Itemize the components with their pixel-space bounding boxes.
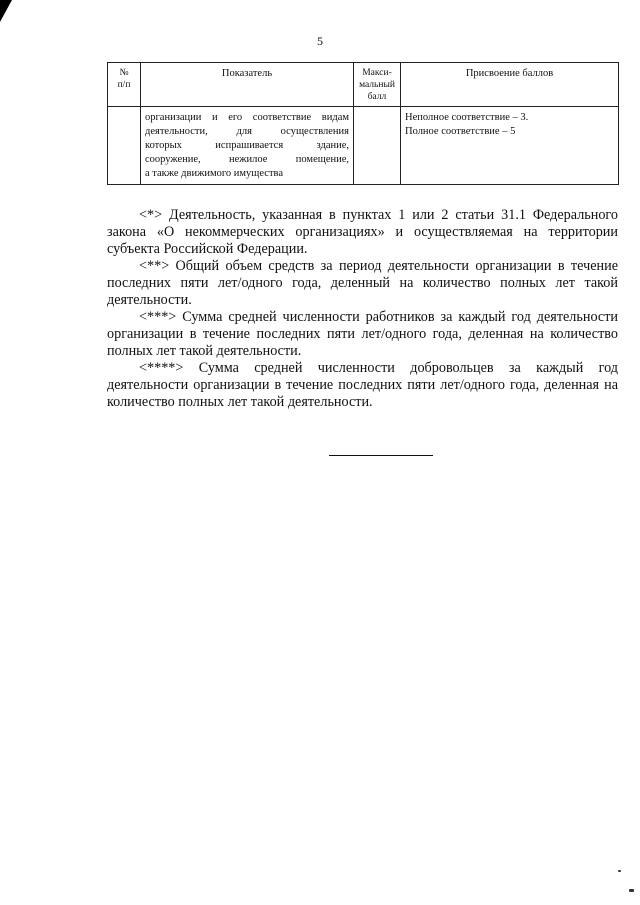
header-max-score-line: мальный — [359, 80, 395, 90]
indicator-text-line: а также движимого имущества — [145, 168, 284, 179]
scan-speck — [618, 870, 621, 872]
header-indicator: Показатель — [141, 63, 354, 107]
cell-scoring — [401, 107, 619, 185]
indicator-text-line: деятельности, для осуществления — [145, 126, 349, 137]
closing-rule — [329, 455, 433, 456]
footnote-3: <***> Сумма средней численности работников за каждый год деятельности организации в течение последних пяти лет/одного года, деленная на количество полных лет такой деятельности. — [107, 309, 618, 359]
header-number-line: п/п — [117, 80, 131, 90]
header-scoring: Присвоение баллов — [401, 63, 619, 107]
footnotes — [107, 207, 618, 411]
indicator-text-line: которых испрашивается здание, — [145, 140, 349, 151]
indicator-text-line: организации и его соответствие видам — [145, 112, 349, 123]
scoring-text-line: Неполное соответствие – 3. — [405, 112, 529, 123]
footnote-1: <*> Деятельность, указанная в пунктах 1 или 2 статьи 31.1 Федерального закона «О некоммерческих организациях» и осуществляемая на территории субъекта Российской Федерации. — [107, 207, 618, 257]
footnote-4: <****> Сумма средней численности добровольцев за каждый год деятельности организации в течение последних пяти лет/одного года, деленная на количество полных лет такой деятельности. — [107, 360, 618, 410]
criteria-table — [107, 62, 619, 185]
cell-number — [108, 107, 141, 185]
table-header-row — [108, 63, 619, 107]
scan-speck — [629, 889, 634, 892]
header-max-score-line: балл — [367, 92, 387, 102]
cell-indicator — [141, 107, 354, 185]
table-row — [108, 107, 619, 185]
header-max-score-line: Макси- — [362, 68, 392, 78]
footnote-2: <**> Общий объем средств за период деятельности организации в течение последних пяти лет/одного года, деленный на количество полных лет такой деятельности. — [107, 258, 618, 308]
header-number-line: № — [119, 68, 129, 78]
indicator-text-line: сооружение, нежилое помещение, — [145, 154, 349, 165]
scoring-text-line: Полное соответствие – 5 — [405, 126, 516, 137]
page-number: 5 — [317, 34, 323, 48]
header-number — [108, 63, 141, 107]
scan-corner-mark — [0, 0, 12, 22]
header-max-score — [354, 63, 401, 107]
cell-max-score — [354, 107, 401, 185]
